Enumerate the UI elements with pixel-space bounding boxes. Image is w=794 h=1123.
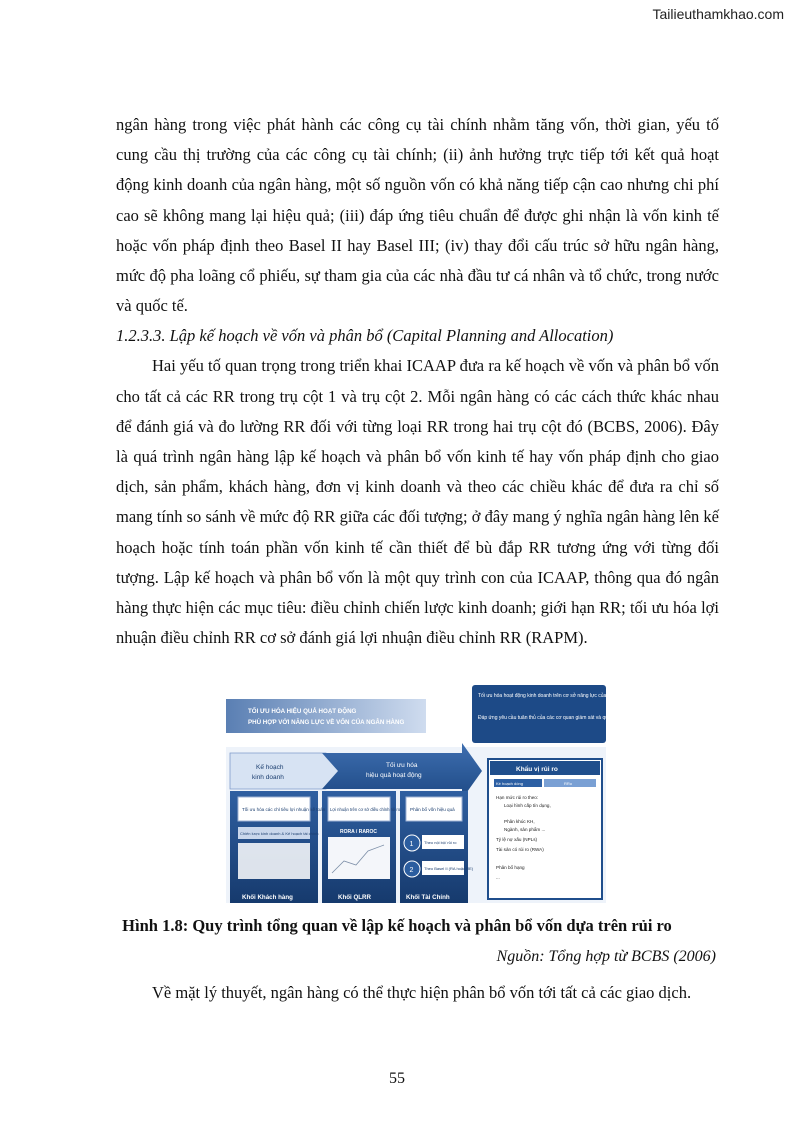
col1-sub-text: Chiến lược kinh doanh & Kế hoạch tài chính [240,831,319,836]
section-heading: 1.2.3.3. Lập kế hoạch về vốn và phân bổ (Capital Planning and Allocation) [116,326,614,346]
arrow-left-line1: Kế hoạch [256,764,284,771]
paragraph-2: Hai yếu tố quan trọng trong triển khai ICAAP đưa ra kế hoạch về vốn và phân bổ vốn cho tất cả các RR trong trụ cột 1 và trụ cột 2. Mỗi ngân hàng có các cách thức khác nhau để đánh giá và đo lường RR đối với từng loại RR trong hai trụ cột đó (BCBS, 2006). Đây là quá trình ngân hàng lập kế hoạch và phân bổ vốn kinh tế hay vốn pháp định cho giao dịch, sản phẩm, khách hàng, đơn vị kinh doanh và theo các chiều khác để đưa ra chỉ số mang tính so sánh về mức độ RR giữa các đối tượng; ở đây mang ý nghĩa ngân hàng lên kế hoạch hoặc tính toán phần vốn kinh tế cần thiết để bù đắp RR tương ứng với từng đối tượng. Lập kế hoạch và phân bổ vốn là một quy trình con của ICAAP, thông qua đó ngân hàng thực hiện các mục tiêu: điều chỉnh chiến lược kinh doanh; giới hạn RR; tối ưu hóa lợi nhuận điều chỉnh RR cơ sở đánh giá lợi nhuận điều chỉnh RR (RAPM). [116,356,719,648]
figure-source: Nguồn: Tổng hợp từ BCBS (2006) [496,948,716,965]
banner-line2: PHÙ HỢP VỚI NĂNG LỰC VỀ VỐN CỦA NGÂN HÀNG [248,719,405,726]
paragraph-1: ngân hàng trong việc phát hành các công cụ tài chính nhằm tăng vốn, thời gian, yếu tố cung cầu thị trường của các công cụ tài chính; (ii) ảnh hưởng trực tiếp tới kết quả hoạt động kinh doanh của ngân hàng, một số nguồn vốn có khả năng tiếp cận cao nhưng chi phí cao sẽ không mang lại hiệu quả; (iii) đáp ứng tiêu chuẩn để được ghi nhận là vốn kinh tế hoặc vốn pháp định theo Basel II hay Basel III; (iv) thay đổi cấu trúc sở hữu ngân hàng, mức độ pha loãng cổ phiếu, sự tham gia của các nhà đầu tư cá nhân và tổ chức, trong nước và quốc tế. [116,115,719,316]
callout-2-text: Đáp ứng yêu cầu tuân thủ của các cơ quan giám sát và quản trị nội bộ [478,715,635,721]
callout-1-text: Tối ưu hóa hoạt động kinh doanh trên cơ sở năng lực của NH [478,693,615,699]
paragraph-3: Về mặt lý thuyết, ngân hàng có thể thực hiện phân bổ vốn tới tất cả các giao dịch. [152,983,692,1002]
figure-1-8 [226,685,635,903]
page-number: 55 [389,1070,405,1087]
col3-footer: Khối Tài Chính [406,894,450,901]
after-figure-text [116,978,719,1008]
risk-list-4: Tỷ lệ nợ xấu (NPLs) [496,837,538,842]
risk-list-0: Hạn mức rủi ro theo: [496,795,539,800]
risk-list-3: Ngành, sản phẩm ... [504,827,546,832]
col3-step2-text: Theo Basel II (RA hoặc RE) [424,866,474,871]
watermark-text: Tailieuthamkhao.com [652,6,784,22]
arrow-mid-line2: hiệu quả hoạt động [366,772,422,779]
arrow-left-line2: kinh doanh [252,774,284,781]
risk-list-1: Loại hình cấp tín dụng, [504,803,551,808]
callout-2 [478,714,634,721]
col2-chart-area [328,837,390,879]
right-tab-1-text: Ké hoạch dòng [496,781,523,786]
col3-step1-num: 1 [409,841,414,848]
col1-box-text: Tối ưu hóa các chỉ tiêu lợi nhuận kế toán [242,807,326,812]
risk-list-5: Tài sản có rủi ro (RWA) [496,847,544,852]
process-diagram [226,685,635,903]
right-tab-2-text: RRo [564,781,573,786]
risk-list-7: ... [496,875,500,880]
body-text [116,110,719,653]
col2-box-text: Lợi nhuận trên cơ sở điều chỉnh rủi ro [330,807,401,812]
risk-list-2: Phân khúc KH, [504,819,535,824]
banner-line1: TỐI ƯU HÓA HIỆU QUẢ HOẠT ĐỘNG [248,708,357,715]
col3-step2-num: 2 [409,867,414,874]
col1-footer: Khối Khách hàng [242,894,293,901]
col3-step1-text: Theo nội bộ/ rủi ro [424,840,457,845]
col3-box-text: Phân bổ vốn hiệu quả [410,807,455,812]
figure-caption: Hình 1.8: Quy trình tổng quan về lập kế hoạch và phân bổ vốn dựa trên rủi ro [122,916,672,935]
risk-list-6: Phân bổ hạng [496,865,525,870]
col1-notes [238,843,310,879]
banner-bg [226,699,426,733]
arrow-mid-line1: Tối ưu hóa [386,762,418,769]
col2-footer: Khối QLRR [338,894,371,901]
risk-appetite-title: Khẩu vị rủi ro [516,766,558,773]
col2-label: RORA / RAROC [340,829,378,835]
callout-1 [478,692,615,699]
